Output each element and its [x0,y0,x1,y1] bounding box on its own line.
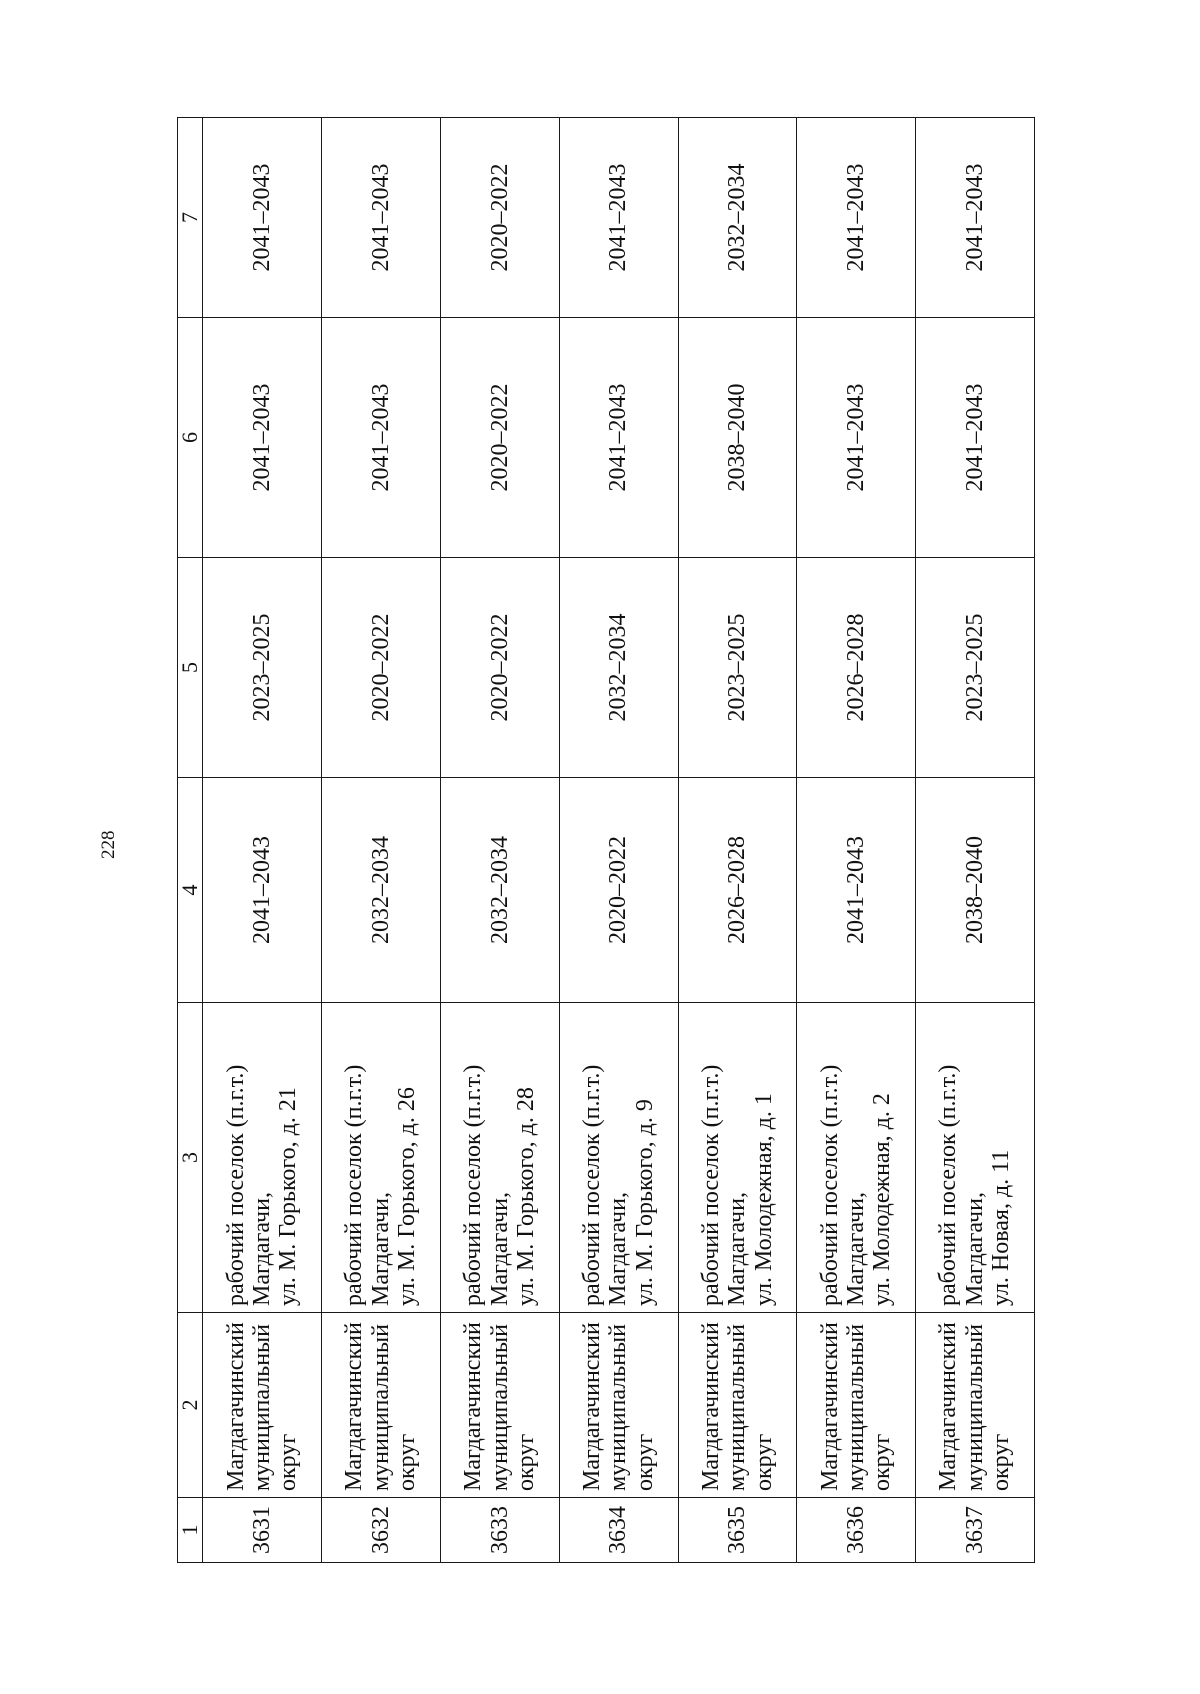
district-line: муниципальный [605,1323,632,1491]
period-col5: 2023–2025 [203,558,322,778]
period-col4: 2032–2034 [440,778,559,1003]
column-header-1: 1 [178,1498,203,1563]
address-line: Магдагачи, [486,1192,513,1306]
address-line: рабочий поселок (п.г.т.) [935,1064,962,1306]
district-line: округ [988,1433,1015,1491]
address-line: ул. М. Горького, д. 26 [394,1087,421,1306]
period-col5: 2020–2022 [322,558,441,778]
district-line: муниципальный [367,1323,394,1491]
district-line: округ [631,1433,658,1491]
district-line: муниципальный [961,1323,988,1491]
column-header-5: 5 [178,558,203,778]
district-cell [322,1313,441,1498]
row-id: 3632 [322,1498,441,1563]
address-cell [797,1003,916,1313]
district-line: Магдагачинский [579,1322,605,1491]
district-cell [678,1313,797,1498]
address-line: Магдагачи, [605,1192,632,1306]
district-line: округ [750,1433,777,1491]
period-col4: 2020–2022 [559,778,678,1003]
column-header-3: 3 [178,1003,203,1313]
address-line: Магдагачи, [367,1192,394,1306]
period-col4: 2041–2043 [203,778,322,1003]
row-id: 3637 [916,1498,1035,1563]
page-number: 228 [98,830,119,859]
address-line: ул. Новая, д. 11 [988,1149,1015,1306]
column-header-2: 2 [178,1313,203,1498]
address-line: Магдагачи, [961,1192,988,1306]
district-line: Магдагачинский [222,1322,249,1491]
district-cell [797,1313,916,1498]
row-id: 3631 [203,1498,322,1563]
address-line: рабочий поселок (п.г.т.) [697,1064,724,1306]
table-row [203,118,322,1563]
period-col7: 2041–2043 [322,118,441,318]
address-line: ул. М. Горького, д. 28 [512,1087,539,1306]
column-header-4: 4 [178,778,203,1003]
district-line: муниципальный [843,1323,870,1491]
district-line: муниципальный [248,1323,275,1491]
period-col4: 2038–2040 [916,778,1035,1003]
period-col6: 2041–2043 [203,318,322,558]
period-col4: 2041–2043 [797,778,916,1003]
period-col7: 2032–2034 [678,118,797,318]
address-cell [559,1003,678,1313]
period-col7: 2041–2043 [559,118,678,318]
period-col5: 2023–2025 [916,558,1035,778]
row-id: 3635 [678,1498,797,1563]
district-line: округ [275,1433,302,1491]
header-row [178,118,203,1563]
address-line: Магдагачи, [248,1192,275,1306]
district-cell [916,1313,1035,1498]
address-line: рабочий поселок (п.г.т.) [579,1064,605,1306]
district-line: округ [512,1433,539,1491]
period-col6: 2038–2040 [678,318,797,558]
period-col4: 2026–2028 [678,778,797,1003]
address-line: ул. М. Горького, д. 9 [631,1099,658,1306]
address-line: ул. Молодежная, д. 1 [750,1093,777,1306]
address-cell [203,1003,322,1313]
row-id: 3633 [440,1498,559,1563]
district-line: Магдагачинский [816,1322,843,1491]
district-line: муниципальный [486,1323,513,1491]
address-cell [678,1003,797,1313]
address-line: ул. М. Горького, д. 21 [275,1087,302,1306]
period-col5: 2026–2028 [797,558,916,778]
district-line: округ [869,1433,896,1491]
address-line: рабочий поселок (п.г.т.) [222,1064,249,1306]
period-col7: 2041–2043 [203,118,322,318]
period-col6: 2041–2043 [559,318,678,558]
row-id: 3634 [559,1498,678,1563]
period-col4: 2032–2034 [322,778,441,1003]
column-header-7: 7 [178,118,203,318]
address-line: рабочий поселок (п.г.т.) [816,1064,843,1306]
table-row [916,118,1035,1563]
period-col6: 2041–2043 [322,318,441,558]
address-line: Магдагачи, [724,1192,751,1306]
period-col6: 2041–2043 [916,318,1035,558]
period-col5: 2032–2034 [559,558,678,778]
period-col6: 2020–2022 [440,318,559,558]
address-line: ул. Молодежная, д. 2 [869,1093,896,1306]
address-cell [440,1003,559,1313]
period-col7: 2020–2022 [440,118,559,318]
period-col7: 2041–2043 [916,118,1035,318]
district-cell [203,1313,322,1498]
table-row [322,118,441,1563]
period-col5: 2023–2025 [678,558,797,778]
column-header-6: 6 [178,318,203,558]
period-col5: 2020–2022 [440,558,559,778]
district-line: Магдагачинский [341,1322,368,1491]
table-row [559,118,678,1563]
period-col7: 2041–2043 [797,118,916,318]
district-line: Магдагачинский [460,1322,487,1491]
period-col6: 2041–2043 [797,318,916,558]
district-line: округ [394,1433,421,1491]
district-cell [559,1313,678,1498]
address-line: Магдагачи, [843,1192,870,1306]
table-row [678,118,797,1563]
address-cell [322,1003,441,1313]
data-table [177,117,1035,1563]
district-line: Магдагачинский [935,1322,962,1491]
table-row [440,118,559,1563]
district-cell [440,1313,559,1498]
address-cell [916,1003,1035,1313]
table-row [797,118,916,1563]
row-id: 3636 [797,1498,916,1563]
table-container [177,118,1035,1563]
address-line: рабочий поселок (п.г.т.) [460,1064,487,1306]
district-line: Магдагачинский [697,1322,724,1491]
address-line: рабочий поселок (п.г.т.) [341,1064,368,1306]
district-line: муниципальный [724,1323,751,1491]
